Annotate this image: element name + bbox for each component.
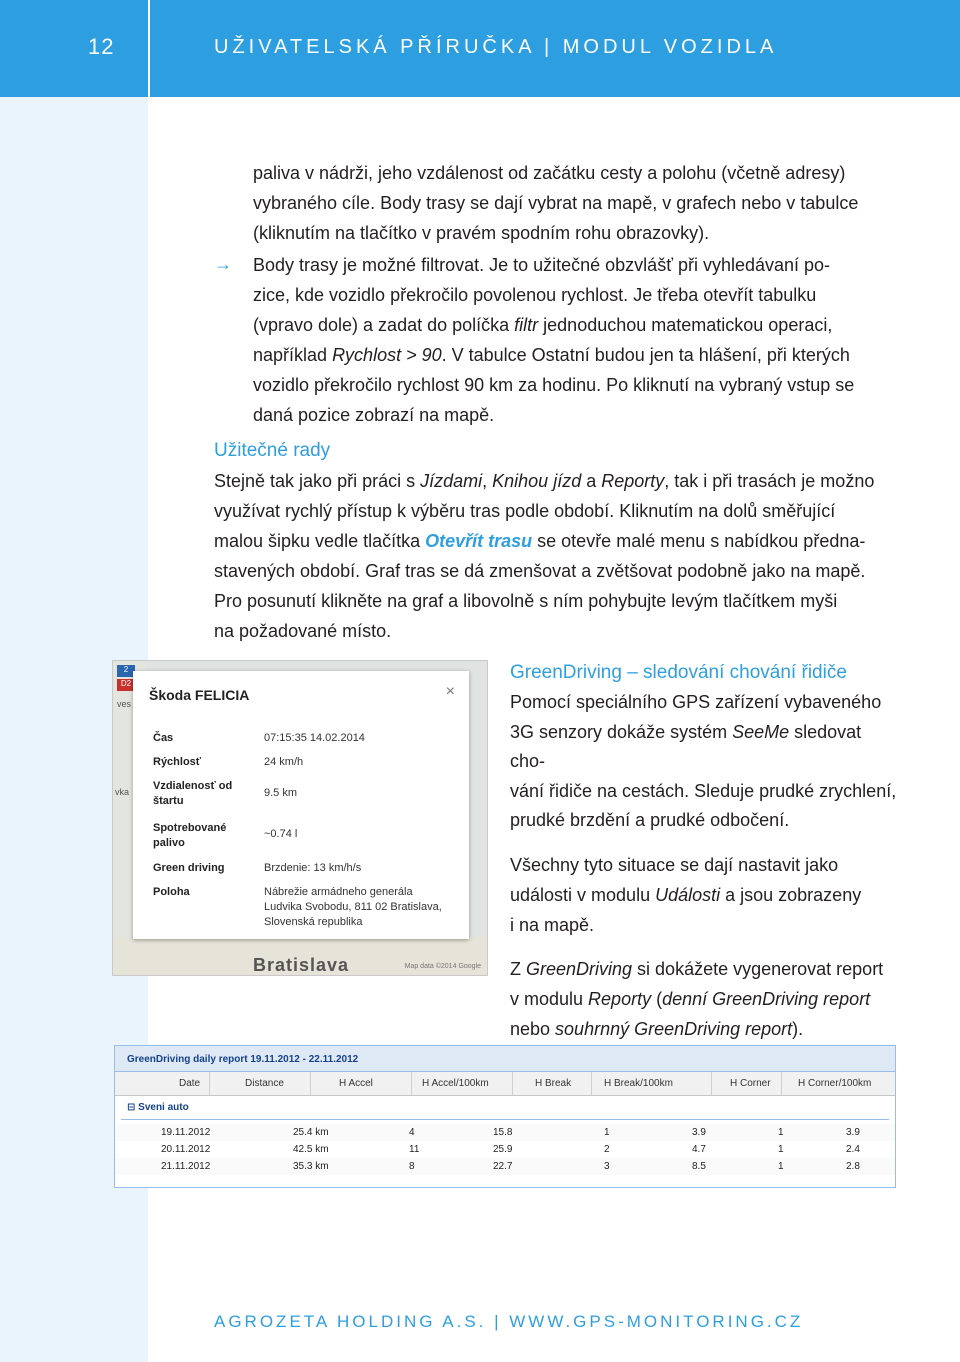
map-label: vka <box>115 787 130 797</box>
tips-line: malou šipku vedle tlačítka Otevřít trasu se otevře malé menu s nabídkou předna- <box>214 531 866 551</box>
tips-line: stavených období. Graf tras se dá zmenšovat a zvětšovat podobně jako na mapě. <box>214 561 866 581</box>
info-value: 24 km/h <box>264 756 304 768</box>
header-title: UŽIVATELSKÁ PŘÍRUČKA | MODUL VOZIDLA <box>214 36 778 58</box>
info-value: Brzdenie: 13 km/h/s <box>264 862 362 874</box>
info-value: 07:15:35 14.02.2014 <box>264 732 365 744</box>
bullet-line: zice, kde vozidlo překročilo povolenou rychlost. Je třeba otevřít tabulku <box>253 285 817 305</box>
tips-line: na požadované místo. <box>214 621 392 641</box>
column-header[interactable]: Distance <box>210 1072 311 1095</box>
page-number: 12 <box>88 34 115 59</box>
road-badge: 2 <box>117 665 135 677</box>
tips-line: využívat rychlý přístup k výběru tras podle období. Kliknutím na dolů směřující <box>214 501 836 521</box>
column-header[interactable]: H Accel/100km <box>412 1072 513 1095</box>
info-window <box>133 671 469 939</box>
tips-heading: Užitečné rady <box>214 440 331 461</box>
info-label: Spotrebované palivo <box>153 822 227 849</box>
greendriving-paragraph-2: Všechny tyto situace se dají nastavit jako události v modulu Události a jsou zobrazeny i na mapě. <box>510 854 862 935</box>
table-row[interactable]: 19.11.2012 25.4 km 4 15.8 1 3.9 1 3.9 <box>115 1124 895 1141</box>
bullet-arrow-icon: → <box>214 254 232 274</box>
column-header[interactable]: Date <box>115 1072 210 1095</box>
greendriving-section <box>510 658 900 1044</box>
column-header[interactable]: H Corner/100km <box>798 1078 872 1089</box>
vehicle-popup-screenshot <box>112 660 488 976</box>
column-header[interactable]: H Accel <box>311 1072 412 1095</box>
open-route-button-reference: Otevřít trasu <box>425 531 533 551</box>
filter-bullet-paragraph <box>253 250 903 430</box>
tips-line: Pro posunutí klikněte na graf a libovolně s ním pohybujte levým tlačítkem myši <box>214 591 838 611</box>
info-label: Poloha <box>153 886 190 898</box>
bullet-line: vozidlo překročilo rychlost 90 km za hodinu. Po kliknutí na vybraný vstup se <box>253 375 855 395</box>
info-label: Green driving <box>153 862 225 874</box>
report-title: GreenDriving daily report 19.11.2012 - 22.11.2012 <box>115 1046 895 1072</box>
page-number-box <box>0 0 148 97</box>
bullet-line: Body trasy je možné filtrovat. Je to užitečné obzvlášť při vyhledávaní po- <box>253 255 831 275</box>
column-header[interactable]: H Break <box>513 1072 592 1095</box>
greendriving-heading: GreenDriving – sledování chování řidiče <box>510 662 847 683</box>
info-label: Vzdialenosť od štartu <box>153 780 233 807</box>
greendriving-report-table <box>114 1045 896 1188</box>
road-badge: D2 <box>117 679 135 691</box>
tips-line: Stejně tak jako při práci s Jízdami, Knihou jízd a Reporty, tak i při trasách je možno <box>214 471 875 491</box>
info-label: Rýchlosť <box>153 756 202 768</box>
report-body <box>115 1120 895 1175</box>
info-value: 9.5 km <box>264 787 298 799</box>
group-row-toggle[interactable]: ⊟ Sveni auto <box>121 1096 889 1120</box>
bullet-line: daná pozice zobrazí na mapě. <box>253 405 495 425</box>
report-header-row <box>115 1072 895 1096</box>
bullet-line: například Rychlost > 90. V tabulce Ostatní budou jen ta hlášení, při kterých <box>253 345 850 365</box>
map-copyright: Map data ©2014 Google <box>404 963 481 970</box>
column-header[interactable]: H Break/100km <box>592 1072 712 1095</box>
vehicle-name: Škoda FELICIA <box>149 687 250 703</box>
intro-line: vybraného cíle. Body trasy se dají vybrat na mapě, v grafech nebo v tabulce <box>253 193 859 213</box>
info-value: ~0.74 l <box>264 828 298 840</box>
greendriving-paragraph-3: Z GreenDriving si dokážete vygenerovat report v modulu Reporty (denní GreenDriving report nebo souhrnný GreenDriving report). <box>510 958 884 1039</box>
tips-section <box>214 436 904 646</box>
info-label: Čas <box>153 732 174 744</box>
column-header[interactable]: H Corner <box>712 1072 782 1095</box>
intro-line: (kliknutím na tlačítko v pravém spodním rohu obrazovky). <box>253 223 710 243</box>
map-city-label: Bratislava <box>253 955 350 975</box>
intro-paragraph <box>253 158 903 248</box>
info-value: Nábrežie armádneho generála Ludvika Svobodu, 811 02 Bratislava, Slovenská republika <box>264 886 442 928</box>
greendriving-paragraph-1: Pomocí speciálního GPS zařízení vybaveného 3G senzory dokáže systém SeeMe sledovat cho- vání řidiče na cestách. Sleduje prudké zrychlení, prudké brzdění a prudké odbočení. <box>510 692 897 830</box>
close-icon[interactable]: × <box>445 683 455 700</box>
footer-text: AGROZETA HOLDING A.S. | WWW.GPS-MONITORING.CZ <box>214 1312 804 1331</box>
table-row[interactable]: 21.11.2012 35.3 km 8 22.7 3 8.5 1 2.8 <box>115 1158 895 1175</box>
tips-body <box>214 466 904 646</box>
table-row[interactable]: 20.11.2012 42.5 km 11 25.9 2 4.7 1 2.4 <box>161 1144 860 1155</box>
intro-line: paliva v nádrži, jeho vzdálenost od začátku cesty a polohu (včetně adresy) <box>253 163 846 183</box>
map-label: ves <box>117 699 132 709</box>
header-bar <box>150 0 960 97</box>
bullet-line: (vpravo dole) a zadat do políčka filtr jednoduchou matematickou operaci, <box>253 315 833 335</box>
